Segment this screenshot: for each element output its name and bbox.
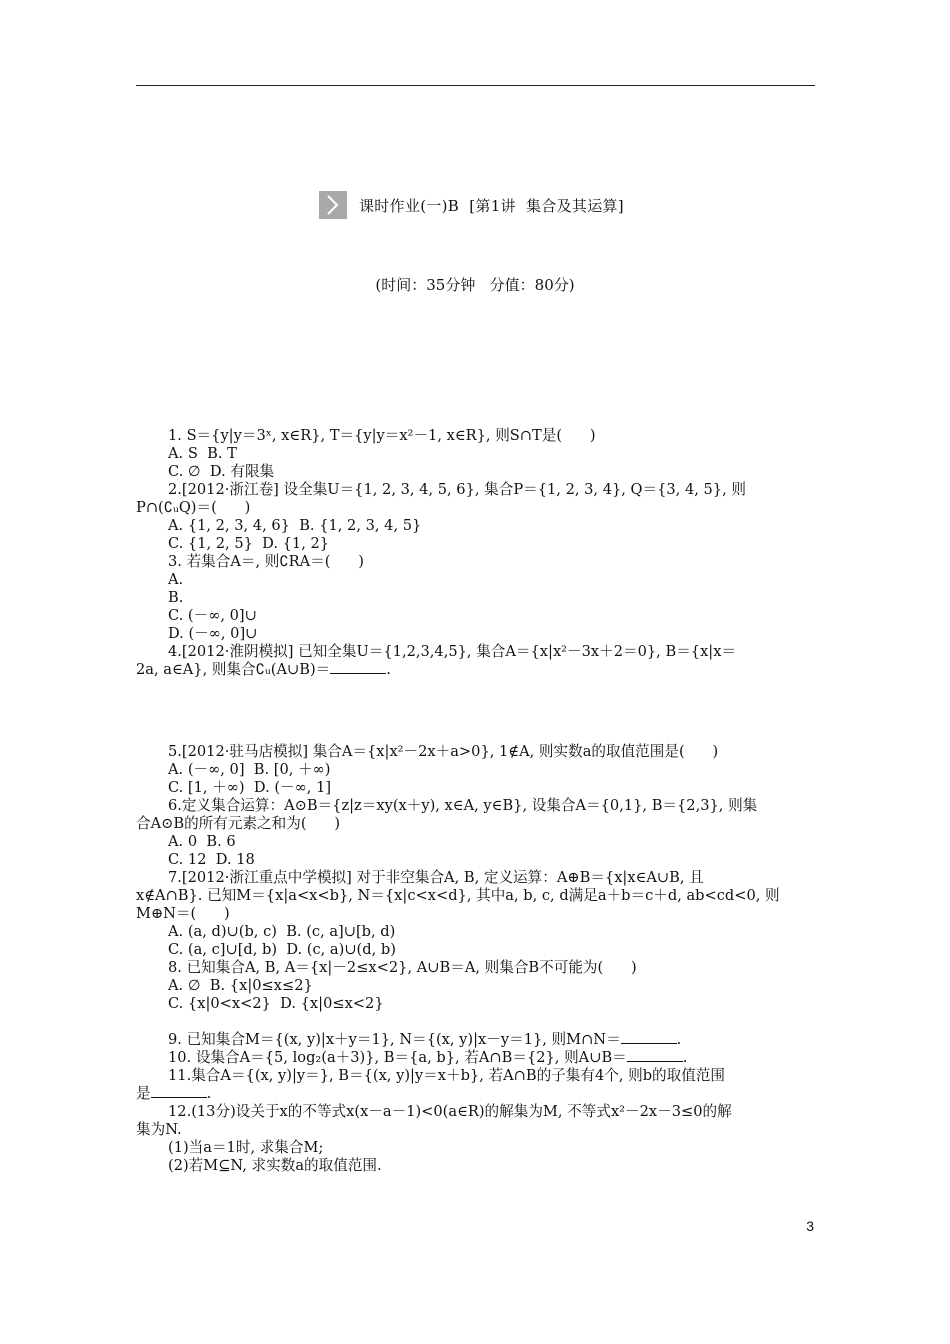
q3-option-a: A. (168, 571, 184, 588)
question-8: 8. 已知集合A, B, A＝{x|－2≤x<2}, A∪B＝A, 则集合B不可能为( ) (168, 959, 637, 976)
question-12-part-2: (2)若M⊆N, 求实数a的取值范围. (168, 1157, 382, 1174)
q3-option-c: C. (－∞, 0]∪ (168, 607, 257, 624)
header-rule (136, 85, 815, 86)
q8-options-ab: A. ∅ B. {x|0≤x≤2} (168, 977, 313, 994)
q7-options-cd: C. (a, c]∪[d, b) D. (c, a)∪(d, b) (168, 941, 396, 958)
question-9-text: 9. 已知集合M＝{(x, y)|x＋y＝1}, N＝{(x, y)|x－y＝1}, 则M∩N＝ (168, 1031, 621, 1048)
question-12-part-1: (1)当a＝1时, 求集合M; (168, 1139, 324, 1156)
q1-options-ab: A. S B. T (168, 445, 237, 462)
question-10-text: 10. 设集合A＝{5, log₂(a＋3)}, B＝{a, b}, 若A∩B＝{2}, 则A∪B＝ (168, 1049, 627, 1066)
answer-blank (627, 1049, 683, 1062)
q2-options-cd: C. {1, 2, 5} D. {1, 2} (168, 535, 330, 552)
q8-options-cd: C. {x|0<x<2} D. {x|0≤x<2} (168, 995, 384, 1012)
q5-options-ab: A. (－∞, 0] B. [0, ＋∞) (168, 761, 331, 778)
chevron-right-icon (319, 191, 347, 219)
question-12: 12.(13分)设关于x的不等式x(x－a－1)<0(a∈R)的解集为M, 不等式x²－2x－3≤0的解 (168, 1103, 732, 1120)
answer-blank (151, 1085, 207, 1098)
question-7: 7.[2012·浙江重点中学模拟] 对于非空集合A, B, 定义运算：A⊕B＝{x|x∈A∪B, 且 (168, 869, 704, 886)
question-3: 3. 若集合A＝, 则∁RA＝( ) (168, 553, 364, 570)
section-header (319, 190, 624, 220)
q5-options-cd: C. [1, ＋∞) D. (－∞, 1] (168, 779, 332, 796)
answer-blank (330, 661, 386, 674)
q3-option-b: B. (168, 589, 184, 606)
page-title: 课时作业(一)B [第1讲 集合及其运算] (359, 196, 624, 215)
question-6-cont: 合A⊙B的所有元素之和为( ) (136, 815, 341, 832)
question-4-cont-text: 2a, a∈A}, 则集合∁ᵤ(A∪B)＝ (136, 661, 331, 678)
question-9: 9. 已知集合M＝{(x, y)|x＋y＝1}, N＝{(x, y)|x－y＝1}, 则M∩N＝ . (168, 1031, 682, 1048)
q6-options-ab: A. 0 B. 6 (168, 833, 236, 850)
question-6: 6.定义集合运算：A⊙B＝{z|z＝xy(x＋y), x∈A, y∈B}, 设集合A＝{0,1}, B＝{2,3}, 则集 (168, 797, 758, 814)
q3-option-d: D. (－∞, 0]∪ (168, 625, 258, 642)
q6-options-cd: C. 12 D. 18 (168, 851, 255, 868)
q2-options-ab: A. {1, 2, 3, 4, 6} B. {1, 2, 3, 4, 5} (168, 517, 422, 534)
question-11-cont-text: 是 (136, 1085, 151, 1102)
question-4-cont: 2a, a∈A}, 则集合∁ᵤ(A∪B)＝ . (136, 661, 391, 678)
question-2: 2.[2012·浙江卷] 设全集U＝{1, 2, 3, 4, 5, 6}, 集合P＝{1, 2, 3, 4}, Q＝{3, 4, 5}, 则 (168, 481, 746, 498)
question-1: 1. S＝{y|y＝3ˣ, x∈R}, T＝{y|y＝x²－1, x∈R}, 则S∩T是( ) (168, 427, 596, 444)
question-7-cont2: M⊕N＝( ) (136, 905, 230, 922)
answer-blank (621, 1031, 677, 1044)
question-4: 4.[2012·淮阴模拟] 已知全集U＝{1,2,3,4,5}, 集合A＝{x|x²－3x＋2＝0}, B＝{x|x＝ (168, 643, 737, 660)
question-7-cont: x∉A∩B}. 已知M＝{x|a<x<b}, N＝{x|c<x<d}, 其中a, b, c, d满足a＋b＝c＋d, ab<cd<0, 则 (136, 887, 780, 904)
question-10: 10. 设集合A＝{5, log₂(a＋3)}, B＝{a, b}, 若A∩B＝{2}, 则A∪B＝ . (168, 1049, 688, 1066)
q7-options-ab: A. (a, d)∪(b, c) B. (c, a]∪[b, d) (168, 923, 396, 940)
question-5: 5.[2012·驻马店模拟] 集合A＝{x|x²－2x＋a>0}, 1∉A, 则实数a的取值范围是( ) (168, 743, 719, 760)
question-11-cont: 是 . (136, 1085, 212, 1102)
page-number: 3 (806, 1218, 814, 1234)
exam-info: (时间：35分钟 分值：80分) (375, 276, 575, 294)
question-12-cont: 集为N. (136, 1121, 182, 1138)
q1-options-cd: C. ∅ D. 有限集 (168, 463, 275, 480)
question-2-cont: P∩(∁ᵤQ)＝( ) (136, 499, 251, 516)
question-11: 11.集合A＝{(x, y)|y＝}, B＝{(x, y)|y＝x＋b}, 若A∩B的子集有4个, 则b的取值范围 (168, 1067, 726, 1084)
